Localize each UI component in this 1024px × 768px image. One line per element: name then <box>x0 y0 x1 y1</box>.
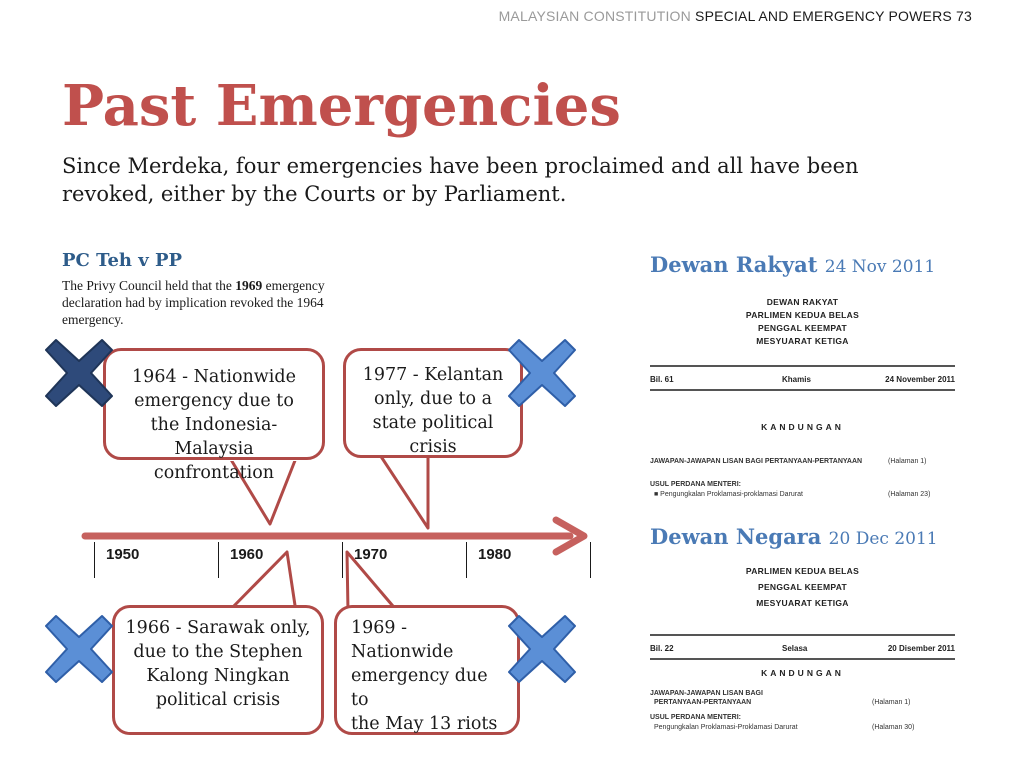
revoked-x-icon <box>505 336 579 410</box>
callout-1966: 1966 - Sarawak only, due to the Stephen Kalong Ningkan political crisis <box>112 605 324 735</box>
tick-label-1980: 1980 <box>478 546 512 563</box>
tick-label-1960: 1960 <box>230 546 264 563</box>
dr-doc-rule <box>650 389 955 391</box>
dewan-rakyat-document <box>650 295 955 505</box>
running-header-book: MALAYSIAN CONSTITUTION <box>498 8 691 24</box>
callout-1977: 1977 - Kelantan only, due to a state political crisis <box>343 348 523 458</box>
revoked-x-icon <box>42 612 116 686</box>
dn-doc-item: PERTANYAAN-PERTANYAAN <box>654 699 752 706</box>
dr-doc-date: 24 November 2011 <box>885 375 955 384</box>
dr-doc-line: DEWAN RAKYAT <box>766 297 839 307</box>
callout-1969-line5: the May 13 riots <box>351 714 498 734</box>
case-heading: PC Teh v PP <box>62 250 183 271</box>
dn-doc-page: (Halaman 1) <box>872 699 911 706</box>
dr-doc-page: (Halaman 23) <box>888 491 931 498</box>
case-body-after: emergency declaration had by implication revoked the 1964 emergency. <box>62 278 325 327</box>
dewan-rakyat-heading <box>650 252 935 277</box>
dr-doc-page: (Halaman 1) <box>888 458 927 465</box>
running-header-chapter: SPECIAL AND EMERGENCY POWERS 73 <box>695 8 972 24</box>
dewan-rakyat-name: Dewan Rakyat <box>650 252 818 277</box>
callout-1969 <box>334 605 520 735</box>
dr-doc-rule <box>650 365 955 367</box>
dn-doc-item: USUL PERDANA MENTERI: <box>650 714 742 721</box>
dn-doc-page: (Halaman 30) <box>872 724 915 731</box>
dr-doc-item: JAWAPAN-JAWAPAN LISAN BAGI PERTANYAAN-PERTANYAAN <box>650 458 863 465</box>
dn-doc-subitem: Pengungkalan Proklamasi-Proklamasi Darurat <box>654 724 798 731</box>
dr-doc-day: Khamis <box>782 375 811 384</box>
dr-doc-subitem: ■ Pengungkalan Proklamasi-proklamasi Darurat <box>654 491 803 498</box>
dr-doc-item: USUL PERDANA MENTERI: <box>650 481 742 488</box>
dn-doc-day: Selasa <box>782 644 808 653</box>
dr-doc-kandungan: KANDUNGAN <box>761 422 844 432</box>
dewan-negara-name: Dewan Negara <box>650 524 822 549</box>
callout-1964: 1964 - Nationwide emergency due to the Indonesia-Malaysia confrontation <box>103 348 325 460</box>
dr-doc-line: PARLIMEN KEDUA BELAS <box>745 310 860 320</box>
dewan-negara-heading <box>650 524 938 549</box>
slide-title: Past Emergencies <box>62 73 621 139</box>
dewan-rakyat-date: 24 Nov 2011 <box>824 257 936 277</box>
dn-doc-kandungan: KANDUNGAN <box>761 668 844 678</box>
revoked-x-icon <box>42 336 116 410</box>
dr-doc-line: MESYUARAT KETIGA <box>756 336 849 346</box>
dewan-negara-date: 20 Dec 2011 <box>828 529 938 549</box>
dn-doc-line: PARLIMEN KEDUA BELAS <box>745 566 860 576</box>
case-body-bold-year: 1969 <box>235 278 263 293</box>
tick-label-1970: 1970 <box>354 546 388 563</box>
case-body-before: The Privy Council held that the <box>62 278 232 293</box>
dn-doc-date: 20 Disember 2011 <box>887 644 955 653</box>
dewan-negara-document <box>650 564 955 740</box>
callout-1969-line3: emergency due <box>351 666 488 686</box>
callout-1969-line4: to <box>351 690 369 710</box>
dr-doc-bil: Bil. 61 <box>650 375 674 384</box>
callout-1969-line2: Nationwide <box>351 642 454 662</box>
dn-doc-item: JAWAPAN-JAWAPAN LISAN BAGI <box>650 690 763 697</box>
dn-doc-rule <box>650 634 955 636</box>
callout-1969-line1: 1969 - <box>351 618 408 638</box>
revoked-x-icon <box>505 612 579 686</box>
dn-doc-rule <box>650 658 955 660</box>
dn-doc-line: PENGGAL KEEMPAT <box>757 582 848 592</box>
tick-label-1950: 1950 <box>106 546 140 563</box>
dn-doc-bil: Bil. 22 <box>650 644 674 653</box>
slide-subtitle: Since Merdeka, four emergencies have been proclaimed and all have been revoked, either by the Courts or by Parliament. <box>62 154 859 206</box>
dn-doc-line: MESYUARAT KETIGA <box>756 598 849 608</box>
dr-doc-line: PENGGAL KEEMPAT <box>757 323 848 333</box>
